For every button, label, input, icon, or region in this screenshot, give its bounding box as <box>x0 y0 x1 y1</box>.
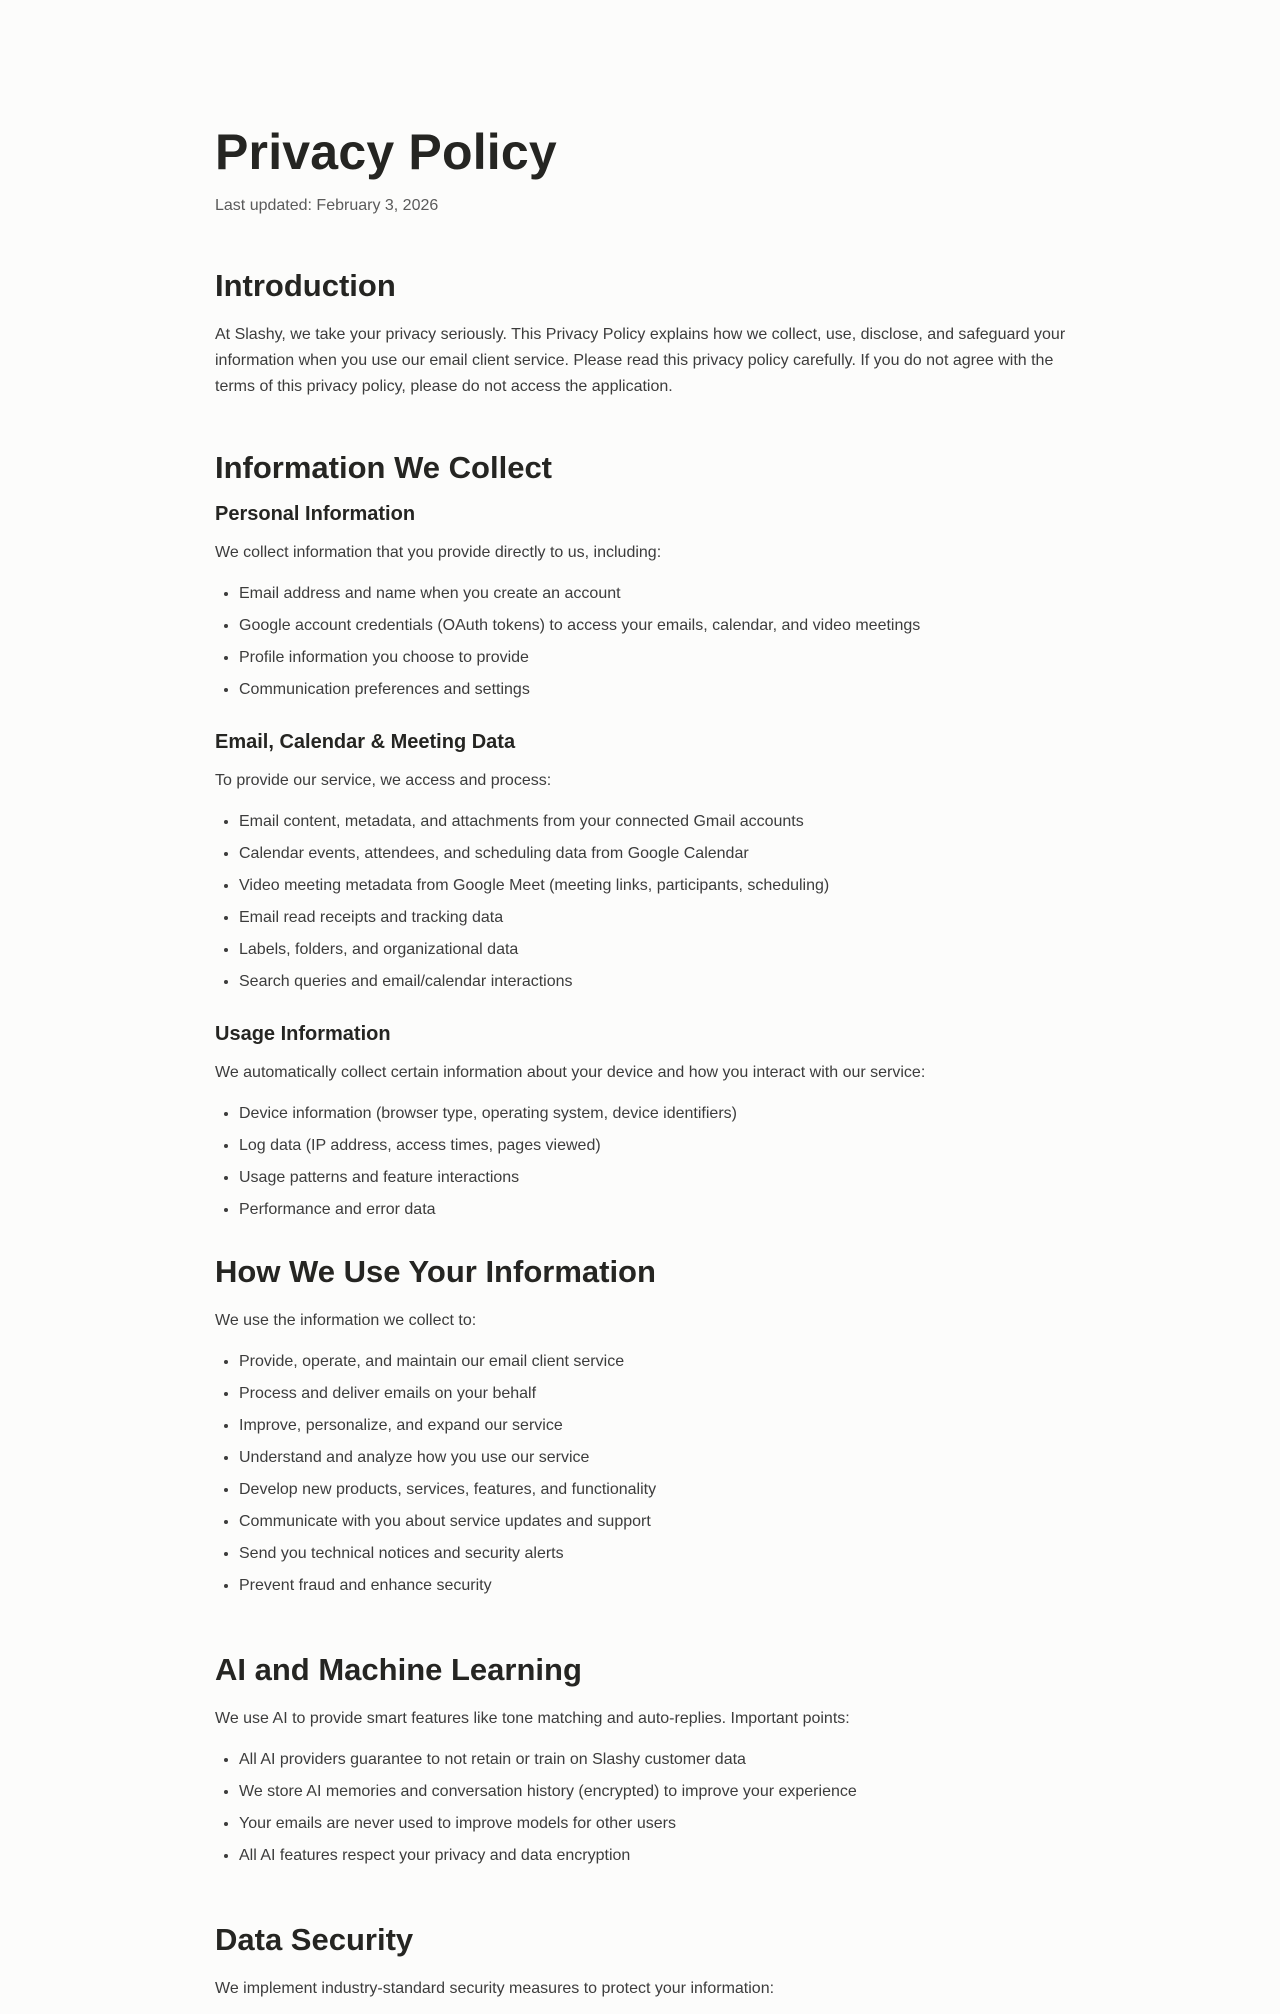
list-item: • Video meeting metadata from Google Meet (meeting links, participants, scheduling) <box>239 870 1070 902</box>
ai-heading: AI and Machine Learning <box>215 1652 582 1687</box>
list-item: • We store AI memories and conversation history (encrypted) to improve your experience <box>239 1776 1070 1808</box>
list-item: • Process and deliver emails on your behalf <box>239 1378 1070 1410</box>
section-information-we-collect <box>215 448 1070 1226</box>
page-title: Privacy Policy <box>215 124 557 180</box>
section-data-security <box>215 1920 1070 2002</box>
list-item: • Communicate with you about service updates and support <box>239 1506 1070 1538</box>
section-ai-machine-learning <box>215 1650 1070 1872</box>
use-heading: How We Use Your Information <box>215 1254 656 1289</box>
personal-heading: Personal Information <box>215 503 416 525</box>
email-data-list <box>215 806 1070 998</box>
list-item: • Calendar events, attendees, and scheduling data from Google Calendar <box>239 838 1070 870</box>
ai-list <box>215 1744 1070 1872</box>
use-list <box>215 1346 1070 1602</box>
usage-list <box>215 1098 1070 1226</box>
personal-list <box>215 578 1070 706</box>
list-item: • Search queries and email/calendar interactions <box>239 966 1070 998</box>
section-introduction <box>215 266 1070 400</box>
subsection-email-calendar-meeting-data <box>215 728 1070 998</box>
list-item: • Email read receipts and tracking data <box>239 902 1070 934</box>
list-item: • Send you technical notices and security alerts <box>239 1538 1070 1570</box>
use-lead: We use the information we collect to: <box>215 1312 477 1329</box>
usage-heading: Usage Information <box>215 1023 391 1045</box>
list-item: • Understand and analyze how you use our service <box>239 1442 1070 1474</box>
personal-lead: We collect information that you provide directly to us, including: <box>215 544 662 561</box>
list-item: • Prevent fraud and enhance security <box>239 1570 1070 1602</box>
list-item: • Communication preferences and settings <box>239 674 1070 706</box>
list-item: • Email content, metadata, and attachments from your connected Gmail accounts <box>239 806 1070 838</box>
policy-content <box>215 118 1070 2014</box>
subsection-personal-information <box>215 500 1070 706</box>
usage-lead: We automatically collect certain information about your device and how you interact with our service: <box>215 1064 926 1081</box>
list-item: • Device information (browser type, operating system, device identifiers) <box>239 1098 1070 1130</box>
list-item: • Email address and name when you create an account <box>239 578 1070 610</box>
list-item: • Profile information you choose to provide <box>239 642 1070 674</box>
list-item: • Provide, operate, and maintain our email client service <box>239 1346 1070 1378</box>
email-data-lead: To provide our service, we access and process: <box>215 772 552 789</box>
list-item: • Log data (IP address, access times, pages viewed) <box>239 1130 1070 1162</box>
email-data-heading: Email, Calendar & Meeting Data <box>215 731 516 753</box>
list-item: • Usage patterns and feature interactions <box>239 1162 1070 1194</box>
last-updated: Last updated: February 3, 2026 <box>215 197 439 214</box>
list-item: • Google account credentials (OAuth tokens) to access your emails, calendar, and video meetings <box>239 610 1070 642</box>
section-how-we-use <box>215 1252 1070 1602</box>
collect-heading: Information We Collect <box>215 450 553 485</box>
introduction-heading: Introduction <box>215 268 396 303</box>
list-item: • All AI providers guarantee to not retain or train on Slashy customer data <box>239 1744 1070 1776</box>
list-item: • All AI features respect your privacy and data encryption <box>239 1840 1070 1872</box>
ai-lead: We use AI to provide smart features like tone matching and auto-replies. Important points: <box>215 1710 850 1727</box>
security-lead: We implement industry-standard security measures to protect your information: <box>215 1980 775 1997</box>
list-item: • Improve, personalize, and expand our service <box>239 1410 1070 1442</box>
introduction-text: At Slashy, we take your privacy seriously. This Privacy Policy explains how we collect, use, disclose, and safeguard your information when you use our email client service. Please read this privacy policy carefully. If you do not agree with the terms of this privacy policy, please do not access the application. <box>215 326 1066 395</box>
security-heading: Data Security <box>215 1922 414 1957</box>
subsection-usage-information <box>215 1020 1070 1226</box>
list-item: • Performance and error data <box>239 1194 1070 1226</box>
list-item: • Develop new products, services, features, and functionality <box>239 1474 1070 1506</box>
list-item: • Labels, folders, and organizational data <box>239 934 1070 966</box>
list-item: • Your emails are never used to improve models for other users <box>239 1808 1070 1840</box>
